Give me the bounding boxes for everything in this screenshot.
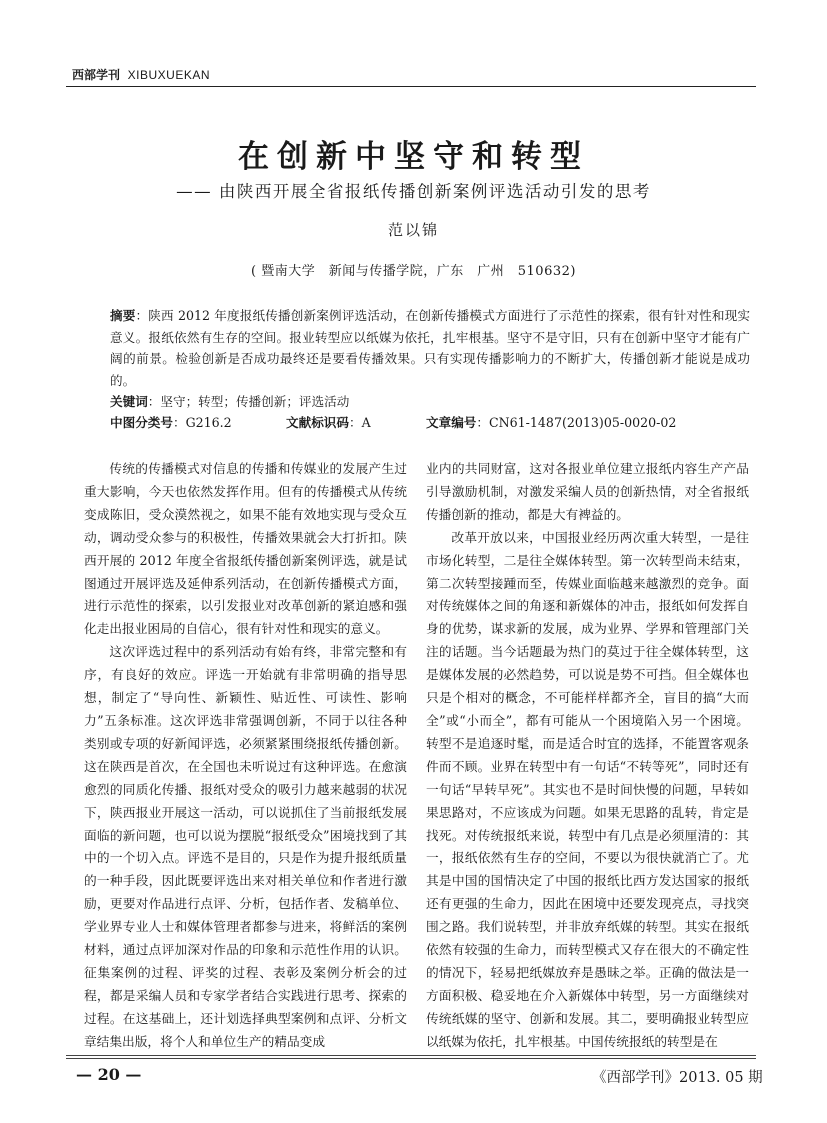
doc-value: ：A [348,415,371,430]
abstract-label: 摘要 [110,308,136,323]
body-paragraph: 改革开放以来，中国报业经历两次重大转型，一是往市场化转型，二是往全媒体转型。第一次转型尚未结束，第二次转型接踵而至，传媒业面临越来越激烈的竞争。面对传统媒体之间的角逐和新媒体的冲击，报纸如何发挥自身的优势，谋求新的发展，成为业界、学界和管理部门关注的话题。当今话题最为热门的莫过于往全媒体转型，这是媒体发展的必然趋势，可以说是势不可挡。但全媒体也只是个相对的概念，不可能样样都齐全，盲目的搞“大而全”或“小而全”，都有可能从一个困境陷入另一个困境。转型不是追逐时髦，而是适合时宜的选择，不能置客观条件而不顾。业界在转型中有一句话“不转等死”，同时还有一句话“早转早死”。其实也不是时间快慢的问题，早转如果思路对，不应该成为问题。如果无思路的乱转，肯定是找死。对传统报纸来说，转型中有几点是必须厘清的：其一，报纸依然有生存的空间，不要以为很快就消亡了。尤其是中国的国情决定了中国的报纸比西方发达国家的报纸还有更强的生命力，因此在困境中还要发现亮点，寻找突围之路。我们说转型，并非放弃纸媒的转型。其实在报纸依然有较强的生命力，而转型模式又存在很大的不确定性的情况下，轻易把纸媒放弃是愚昧之举。正确的做法是一方面积极、稳妥地在介入新媒体中转型，另一方面继续对传统纸媒的坚守、创新和发展。其二，要明确报业转型应以纸媒为依托，扎牢根基。中国传统报纸的转型是在 [426,529,749,1049]
article-title: 在创新中坚守和转型 [238,139,589,175]
article-subtitle: —— 由陕西开展全省报纸传播创新案例评选活动引发的思考 [176,182,651,201]
header-journal-cn: 西部学刊 [72,68,121,82]
author-affiliation: ( 暨南大学 新闻与传播学院，广东 广州 510632) [251,264,576,279]
body-column-right [426,458,749,1054]
doc-label: 文献标识码 [286,415,349,430]
keywords-text: ：坚守；转型；传播创新；评选活动 [147,394,350,409]
running-header [72,66,210,83]
article-number [426,412,676,431]
keywords-label: 关键词 [110,394,148,409]
abstract-text: ：陕西 2012 年度报纸传播创新案例评选活动，在创新传播模式方面进行了示范性的探索，很有针对性和现实意义。报纸依然有生存的空间。报业转型应以纸媒为依托，扎牢根基。坚守不是守旧，只有在创新中坚守才能有广阔的前景。检验创新是否成功最终还是要看传播效果。只有实现传播影响力的不断扩大，传播创新才能说是成功的。 [110,308,751,388]
header-rule [66,86,756,87]
abstract [110,305,750,391]
body-paragraph: 这次评选过程中的系列活动有始有终，非常完整和有序，有良好的效应。评选一开始就有非常明确的指导思想，制定了“导向性、新颖性、贴近性、可读性、影响力”五条标准。这次评选非常强调创新，不同于以往各种类别或专项的好新闻评选，必须紧紧围绕报纸传播创新。这在陕西是首次，在全国也未听说过有这种评选。在愈演愈烈的同质化传播、报纸对受众的吸引力越来越弱的状况下，陕西报业开展这一活动，可以说抓住了当前报纸发展面临的新问题，也可以说为摆脱“报纸受众”困境找到了其中的一个切入点。评选不是目的，只是作为提升报纸质量的一种手段，因此既要评选出来对相关单位和作者进行激励，更要对作品进行点评、分析，包括作者、发稿单位、学业界专业人士和媒体管理者都参与进来，将鲜活的案例材料，通过点评加深对作品的印象和示范性作用的认识。征集案例的过程、评奖的过程、表彰及案例分析会的过程，都是采编人员和专家学者结合实践进行思考、探索的过程。在这基础上，还计划选择典型案例和点评、分析文章结集出版，将个人和单位生产的精品变成 [84,644,407,1049]
footer-rule [66,1058,756,1059]
article-author: 范以锦 [387,221,439,239]
article-number-value: ：CN61-1487(2013)05-0020-02 [476,415,677,430]
clc-value: ：G216.2 [172,415,232,430]
body-column-left [84,458,407,1054]
header-journal-en: XIBUXUEKAN [127,68,211,82]
clc-number [110,412,232,431]
page-number: — 20 — [76,1065,142,1084]
journal-issue: 《西部学刊》2013. 05 期 [592,1070,763,1086]
keywords [110,391,750,410]
body-paragraph: 传统的传播模式对信息的传播和传媒业的发展产生过重大影响，今天也依然发挥作用。但有的传播模式从传统变成陈旧，受众漠然视之，如果不能有效地实现与受众互动，调动受众参与的积极性，传播效果就会大打折扣。陕西开展的 2012 年度全省报纸传播创新案例评选，就是试图通过开展评选及延伸系列活动，在创新传播模式方面，进行示范性的探索，以引发报业对改革创新的紧迫感和强化走出报业困局的自信心，很有针对性和现实的意义。 [84,461,407,637]
footer-rule [66,1055,756,1056]
doc-code [286,412,371,431]
body-paragraph: 业内的共同财富，这对各报业单位建立报纸内容生产产品引导激励机制，对激发采编人员的创新热情，对全省报纸传播创新的推动，都是大有裨益的。 [426,461,749,522]
article-number-label: 文章编号 [426,415,477,430]
clc-label: 中图分类号 [110,415,173,430]
